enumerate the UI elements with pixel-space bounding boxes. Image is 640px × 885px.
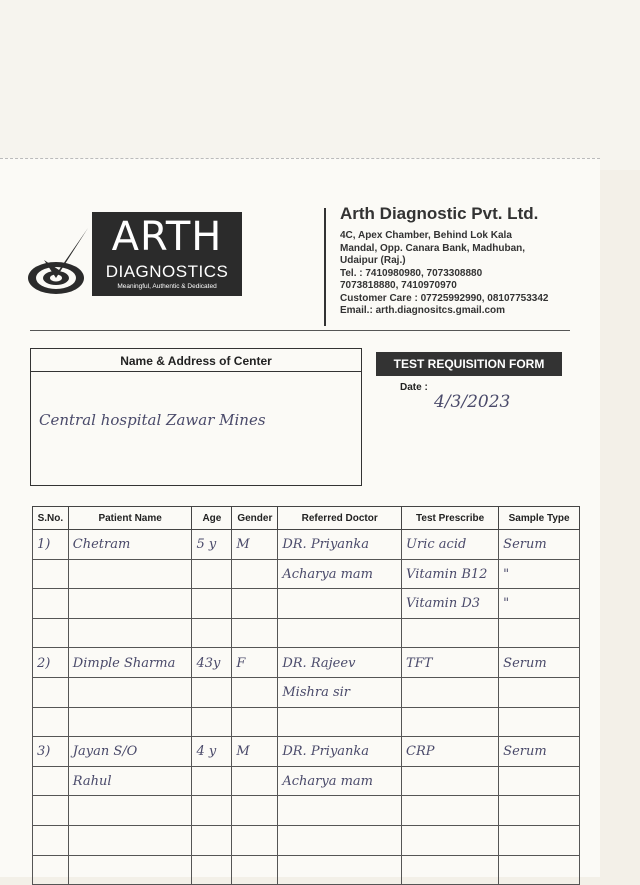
table-row xyxy=(33,855,580,885)
sno-cell xyxy=(33,766,69,796)
target-check-icon xyxy=(26,226,96,298)
sample-type-cell xyxy=(499,648,580,678)
patient-name-cell xyxy=(68,707,192,737)
sample-type-cell xyxy=(499,766,580,796)
patient-name-cell xyxy=(68,618,192,648)
date-value: 4/3/2023 xyxy=(434,392,511,412)
col-gender-header: Gender xyxy=(232,507,278,530)
sample-type-value: Serum xyxy=(503,537,547,553)
age-cell xyxy=(192,589,232,619)
gender-cell xyxy=(232,796,278,826)
table-row xyxy=(33,589,580,619)
test-table xyxy=(32,506,580,885)
patient-name-value: Rahul xyxy=(72,774,112,790)
header-divider xyxy=(324,208,326,326)
sample-type-cell xyxy=(499,589,580,619)
referred-doctor-cell xyxy=(278,796,402,826)
test-value: CRP xyxy=(406,744,435,760)
center-label: Name & Address of Center xyxy=(31,349,361,372)
gender-cell xyxy=(232,530,278,560)
patient-name-cell xyxy=(68,825,192,855)
address-line: 4C, Apex Chamber, Behind Lok Kala xyxy=(340,230,512,241)
age-cell xyxy=(192,618,232,648)
table-row xyxy=(33,618,580,648)
sample-type-cell xyxy=(499,707,580,737)
address-line: Mandal, Opp. Canara Bank, Madhuban, xyxy=(340,242,526,254)
email-line: Email.: arth.diagnositcs.gmail.com xyxy=(340,305,506,316)
col-doctor-header: Referred Doctor xyxy=(278,507,402,530)
referred-doctor-cell xyxy=(278,766,402,796)
test-cell xyxy=(402,737,499,767)
test-cell xyxy=(402,559,499,589)
patient-name-cell xyxy=(68,559,192,589)
sno-cell xyxy=(33,737,69,767)
test-cell xyxy=(402,855,499,885)
gender-cell xyxy=(232,589,278,619)
gender-cell xyxy=(232,825,278,855)
test-value: Uric acid xyxy=(406,537,467,553)
sample-type-cell xyxy=(499,677,580,707)
age-cell xyxy=(192,648,232,678)
referred-doctor-value: Mishra sir xyxy=(282,685,350,701)
test-cell xyxy=(402,618,499,648)
sample-type-cell xyxy=(499,796,580,826)
gender-value: M xyxy=(236,744,250,760)
sample-type-cell xyxy=(499,737,580,767)
sno-value: 1) xyxy=(37,537,51,553)
referred-doctor-cell xyxy=(278,589,402,619)
sno-value: 3) xyxy=(37,744,51,760)
sno-cell xyxy=(33,707,69,737)
gender-cell xyxy=(232,766,278,796)
sample-type-cell xyxy=(499,825,580,855)
table-row xyxy=(33,796,580,826)
test-cell xyxy=(402,589,499,619)
referred-doctor-value: Acharya mam xyxy=(282,774,373,790)
center-address-box xyxy=(30,348,362,486)
logo-tagline: Meaningful, Authentic & Dedicated xyxy=(117,283,217,290)
age-cell xyxy=(192,737,232,767)
table-row xyxy=(33,825,580,855)
sample-type-cell xyxy=(499,618,580,648)
col-patient-header: Patient Name xyxy=(68,507,192,530)
gender-cell xyxy=(232,677,278,707)
logo-title: ARTH xyxy=(111,214,223,260)
patient-name-value: Jayan S/O xyxy=(72,744,138,760)
referred-doctor-cell xyxy=(278,737,402,767)
test-cell xyxy=(402,677,499,707)
referred-doctor-value: Acharya mam xyxy=(282,566,373,582)
patient-name-cell xyxy=(68,766,192,796)
referred-doctor-cell xyxy=(278,707,402,737)
table-row xyxy=(33,648,580,678)
table-row xyxy=(33,766,580,796)
age-cell xyxy=(192,677,232,707)
patient-name-cell xyxy=(68,796,192,826)
age-cell xyxy=(192,530,232,560)
referred-doctor-cell xyxy=(278,530,402,560)
sample-type-value: Serum xyxy=(503,744,547,760)
patient-name-cell xyxy=(68,530,192,560)
gender-value: M xyxy=(236,537,250,553)
referred-doctor-cell xyxy=(278,855,402,885)
age-value: 5 y xyxy=(196,537,217,553)
header-rule xyxy=(30,330,570,331)
table-header-row xyxy=(33,507,580,530)
age-cell xyxy=(192,825,232,855)
col-test-header: Test Prescribe xyxy=(402,507,499,530)
sample-type-cell xyxy=(499,855,580,885)
referred-doctor-cell xyxy=(278,825,402,855)
col-age-header: Age xyxy=(192,507,232,530)
gender-cell xyxy=(232,737,278,767)
sample-type-value: " xyxy=(503,566,510,582)
age-cell xyxy=(192,707,232,737)
age-cell xyxy=(192,559,232,589)
gender-cell xyxy=(232,618,278,648)
table-row xyxy=(33,677,580,707)
sno-cell xyxy=(33,559,69,589)
sno-cell xyxy=(33,648,69,678)
company-info xyxy=(340,204,549,318)
form-title: TEST REQUISITION FORM xyxy=(376,352,562,376)
referred-doctor-cell xyxy=(278,559,402,589)
center-value: Central hospital Zawar Mines xyxy=(39,411,266,429)
logo-box xyxy=(92,212,242,296)
company-name: Arth Diagnostic Pvt. Ltd. xyxy=(340,204,539,223)
customer-care-line: Customer Care : 07725992990, 08107753342 xyxy=(340,292,549,304)
test-value: Vitamin D3 xyxy=(406,596,481,612)
test-cell xyxy=(402,766,499,796)
sample-type-cell xyxy=(499,530,580,560)
referred-doctor-value: DR. Priyanka xyxy=(282,744,370,760)
age-value: 4 y xyxy=(196,744,217,760)
referred-doctor-value: DR. Rajeev xyxy=(282,655,356,671)
sno-cell xyxy=(33,796,69,826)
table-row xyxy=(33,737,580,767)
test-cell xyxy=(402,648,499,678)
sno-cell xyxy=(33,855,69,885)
sno-value: 2) xyxy=(37,655,51,671)
test-cell xyxy=(402,530,499,560)
date-label: Date : xyxy=(400,382,428,393)
gender-cell xyxy=(232,559,278,589)
logo-subtitle: DIAGNOSTICS xyxy=(105,262,229,281)
col-sample-header: Sample Type xyxy=(499,507,580,530)
patient-name-value: Dimple Sharma xyxy=(72,655,176,671)
address-line: Udaipur (Raj.) xyxy=(340,255,406,266)
referred-doctor-cell xyxy=(278,648,402,678)
age-cell xyxy=(192,855,232,885)
age-cell xyxy=(192,766,232,796)
sample-type-cell xyxy=(499,559,580,589)
test-cell xyxy=(402,796,499,826)
patient-name-cell xyxy=(68,648,192,678)
sno-cell xyxy=(33,589,69,619)
background-paper xyxy=(0,0,640,170)
table-row xyxy=(33,530,580,560)
age-value: 43y xyxy=(196,655,221,671)
gender-cell xyxy=(232,707,278,737)
sno-cell xyxy=(33,530,69,560)
referred-doctor-cell xyxy=(278,618,402,648)
patient-name-cell xyxy=(68,855,192,885)
sample-type-value: Serum xyxy=(503,655,547,671)
col-sno-header: S.No. xyxy=(33,507,69,530)
patient-name-cell xyxy=(68,589,192,619)
gender-cell xyxy=(232,855,278,885)
referred-doctor-value: DR. Priyanka xyxy=(282,537,370,553)
phone-line: Tel. : 7410980980, 7073308880 xyxy=(340,267,483,279)
gender-cell xyxy=(232,648,278,678)
patient-name-value: Chetram xyxy=(72,537,131,553)
table-row xyxy=(33,707,580,737)
gender-value: F xyxy=(236,655,246,671)
test-value: TFT xyxy=(406,655,433,671)
patient-name-cell xyxy=(68,737,192,767)
company-logo xyxy=(26,212,244,302)
test-value: Vitamin B12 xyxy=(406,566,488,582)
sample-type-value: " xyxy=(503,596,510,612)
sno-cell xyxy=(33,825,69,855)
sno-cell xyxy=(33,618,69,648)
test-cell xyxy=(402,825,499,855)
referred-doctor-cell xyxy=(278,677,402,707)
phone-line: 7073818880, 7410970970 xyxy=(340,280,457,291)
patient-name-cell xyxy=(68,677,192,707)
sno-cell xyxy=(33,677,69,707)
age-cell xyxy=(192,796,232,826)
table-row xyxy=(33,559,580,589)
test-cell xyxy=(402,707,499,737)
